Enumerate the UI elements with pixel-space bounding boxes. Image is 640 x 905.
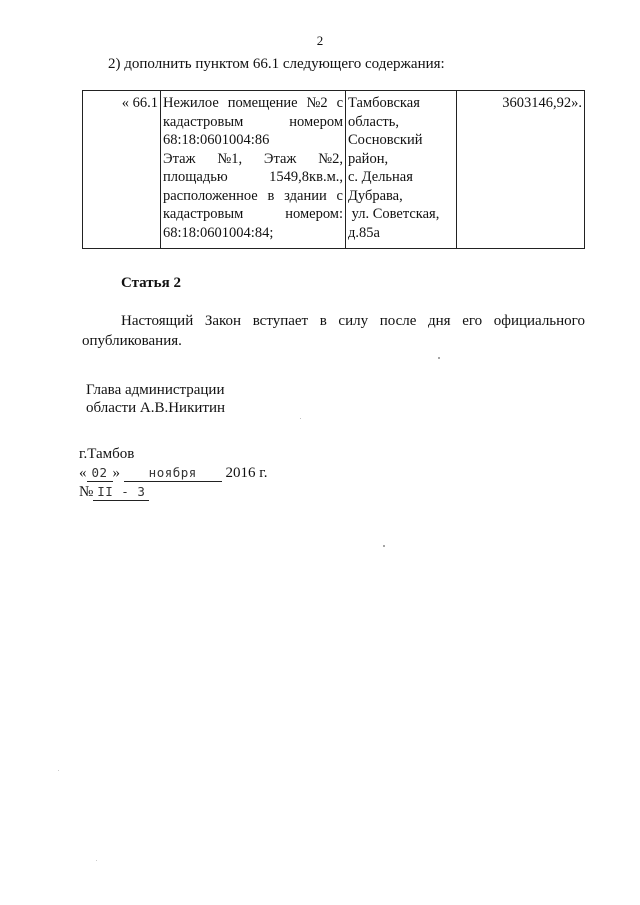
description-line xyxy=(163,168,343,187)
intro-text: 2) дополнить пунктом 66.1 следующего содержания: xyxy=(108,56,445,72)
article-text-line: опубликования. xyxy=(82,333,182,349)
word: после xyxy=(379,313,417,329)
word: Настоящий xyxy=(121,313,194,329)
word: №2, xyxy=(318,150,343,167)
address-line: ул. Советская, xyxy=(348,206,440,222)
word: №2 xyxy=(306,95,328,111)
word: силу xyxy=(338,313,369,329)
address-line: с. Дельная xyxy=(348,169,413,185)
number-label: № xyxy=(79,484,94,500)
address-line: Тамбовская xyxy=(348,95,420,111)
word: с xyxy=(336,187,343,204)
date-line xyxy=(79,464,267,483)
place-date-block xyxy=(79,445,267,502)
scan-speck xyxy=(58,770,59,771)
word: расположенное xyxy=(163,187,258,204)
address-line: Сосновский xyxy=(348,132,423,148)
word: в xyxy=(267,187,275,204)
scan-speck xyxy=(96,860,97,861)
word: помещение xyxy=(227,95,298,111)
scan-speck xyxy=(438,357,440,359)
word: в xyxy=(319,313,327,329)
signature-name: области А.В.Никитин xyxy=(86,400,226,416)
word: Нежилое xyxy=(163,95,219,111)
word: с xyxy=(336,95,343,111)
article-text-line xyxy=(82,311,585,331)
word: номером xyxy=(289,113,343,130)
word: Закон xyxy=(204,313,242,329)
word: дня xyxy=(428,313,451,329)
scan-speck xyxy=(383,545,385,547)
word: номером: xyxy=(285,206,343,222)
description-line xyxy=(163,187,343,206)
open-quote: « xyxy=(79,465,87,481)
cadastral-number: 68:18:0601004:84; xyxy=(163,224,274,241)
number-line xyxy=(79,483,267,502)
word: кадастровым xyxy=(163,206,244,222)
word: Этаж xyxy=(163,150,196,167)
document-number: II - 3 xyxy=(93,484,149,501)
description-line xyxy=(163,113,343,132)
signature-block xyxy=(86,381,225,417)
word: Этаж xyxy=(263,150,297,167)
date-month: ноября xyxy=(124,465,222,482)
date-day: 02 xyxy=(87,465,113,482)
property-table xyxy=(82,90,585,249)
word: 1549,8кв.м., xyxy=(269,169,343,185)
article-heading: Статья 2 xyxy=(121,275,181,291)
signature-title: Глава администрации xyxy=(86,382,225,398)
word: вступает xyxy=(252,313,309,329)
date-year: 2016 г. xyxy=(225,465,268,481)
item-number-cell: « 66.1 xyxy=(83,91,161,249)
address-line: д.85а xyxy=(348,224,380,241)
close-quote: » xyxy=(112,465,120,481)
word: официального xyxy=(493,313,585,329)
scan-speck xyxy=(300,418,301,419)
address-line: область, xyxy=(348,113,399,130)
page-number: 2 xyxy=(316,33,324,48)
city: г.Тамбов xyxy=(79,446,135,462)
word: кадастровым xyxy=(163,113,244,130)
address-line: Дубрава, xyxy=(348,187,403,204)
table-row xyxy=(83,91,585,249)
word: №1, xyxy=(217,150,243,167)
description-line xyxy=(163,94,343,113)
address-line: район, xyxy=(348,150,389,167)
word: площадью xyxy=(163,169,228,185)
cadastral-number: 68:18:0601004:86 xyxy=(163,132,270,148)
description-line xyxy=(163,150,343,169)
article-text xyxy=(82,311,585,351)
word: здании xyxy=(284,187,327,204)
cadastral-value-cell: 3603146,92». xyxy=(457,91,585,249)
word: его xyxy=(462,313,483,329)
description-cell xyxy=(161,91,346,249)
address-cell xyxy=(346,91,457,249)
description-line xyxy=(163,205,343,224)
